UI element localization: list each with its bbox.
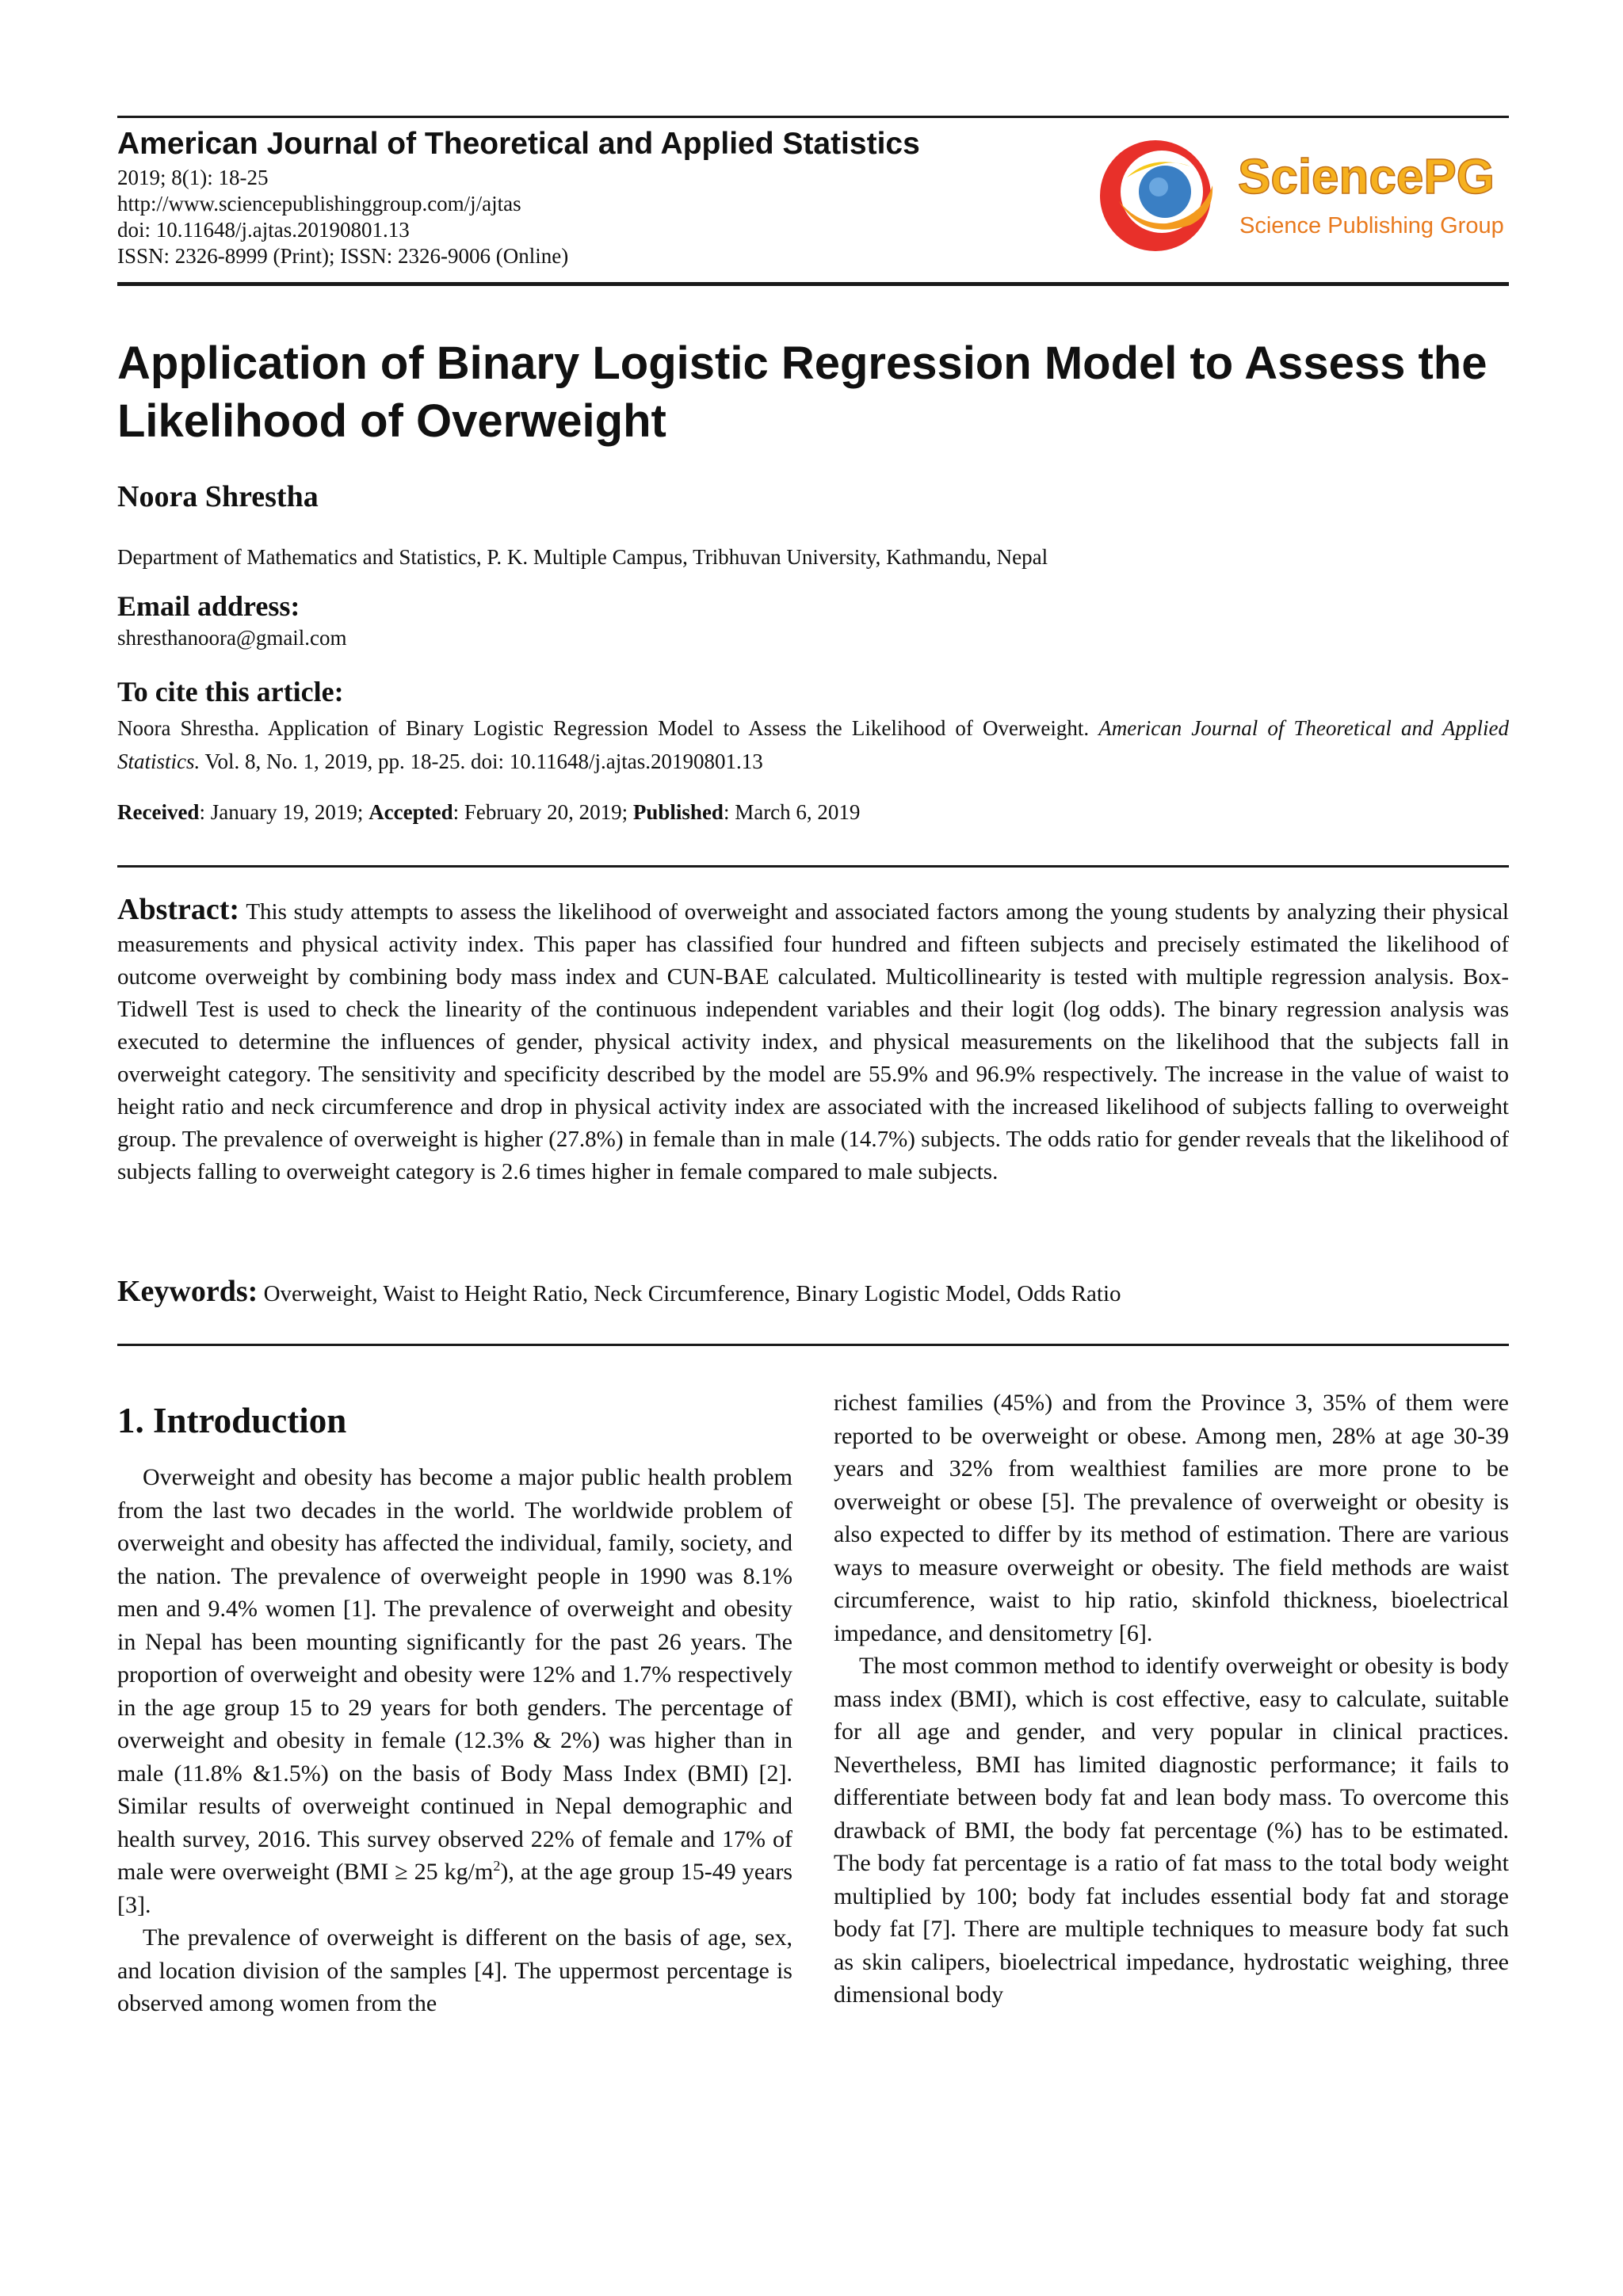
- abstract: [117, 894, 1509, 1188]
- header-bottom-rule: [117, 282, 1509, 286]
- abstract-top-rule: [117, 865, 1509, 868]
- logo-name: SciencePG: [1238, 150, 1495, 204]
- abstract-label: Abstract:: [117, 893, 240, 926]
- journal-url[interactable]: http://www.sciencepublishinggroup.com/j/ajtas: [117, 192, 521, 215]
- email-heading: Email address:: [117, 590, 300, 622]
- superscript-2: 2: [493, 1858, 501, 1874]
- accepted-label: Accepted: [369, 800, 453, 824]
- citation-plain: Noora Shrestha. Application of Binary Logistic Regression Model to Assess the Likelihood of Overweight.: [117, 716, 1090, 740]
- introduction-heading: 1. Introduction: [117, 1401, 347, 1440]
- left-column: [117, 1461, 792, 2020]
- accepted-date: : February 20, 2019;: [453, 800, 633, 824]
- top-rule: [117, 116, 1509, 118]
- logo-emblem-icon: [1095, 138, 1507, 254]
- cite-heading: To cite this article:: [117, 676, 344, 707]
- intro-paragraph-3: The most common method to identify overweight or obesity is body mass index (BMI), which is cost effective, easy to calculate, suitable for all age and gender, and very popular in clinical practices. Nevertheless, BMI has limited diagnostic performance; it fails to differentiate between body fat and lean body mass. To overcome this drawback of BMI, the body fat percentage (%) has to be estimated. The body fat percentage is a ratio of fat mass to the total body weight multiplied by 100; body fat includes essential body fat and storage body fat [7]. There are multiple techniques to measure body fat such as skin calipers, bioelectrical impedance, hydrostatic weighing, three dimensional body: [834, 1653, 1509, 2008]
- intro-paragraph-1-end: ), at the age group 15-49 years [3].: [117, 1859, 793, 1918]
- intro-paragraph-1-text: Overweight and obesity has become a major public health problem from the last two decades in the world. The worldwide problem of overweight and obesity has affected the individual, family, society, and the nation. The prevalence of overweight people in 1990 was 8.1% men and 9.4% women [1]. The prevalence of overweight and obesity in Nepal has been mounting significantly for the past 26 years. The proportion of overweight and obesity were 12% and 1.7% respectively in the age group 15 to 29 years for both genders. The percentage of overweight and obesity in female (12.3% & 2%) was higher than in male (11.8% &1.5%) on the basis of Body Mass Index (BMI) [2]. Similar results of overweight continued in Nepal demographic and health survey, 2016. This survey observed 22% of female and 17% of male were overweight (BMI ≥ 25 kg/m: [117, 1464, 792, 1885]
- received-date: : January 19, 2019;: [199, 800, 369, 824]
- keywords-label: Keywords:: [117, 1275, 258, 1308]
- keywords-text: Overweight, Waist to Height Ratio, Neck Circumference, Binary Logistic Model, Odds Ratio: [263, 1281, 1121, 1306]
- keywords-bottom-rule: [117, 1344, 1509, 1346]
- right-column: [834, 1386, 1509, 2012]
- sciencepg-logo: [1095, 138, 1507, 254]
- received-label: Received: [117, 800, 200, 824]
- author-affiliation: Department of Mathematics and Statistics, P. K. Multiple Campus, Tribhuvan University, Kathmandu, Nepal: [117, 545, 1048, 569]
- citation-text: [117, 711, 1509, 778]
- article-dates: [117, 799, 860, 826]
- keywords: [117, 1274, 1509, 1311]
- volume-issue: 2019; 8(1): 18-25: [117, 166, 269, 189]
- published-label: Published: [632, 800, 724, 824]
- abstract-text: This study attempts to assess the likelihood of overweight and associated factors among the young students by analyzing their physical measurements and physical activity index. This paper has classified four hundred and fifteen subjects and precisely estimated the likelihood of outcome overweight by combining body mass index and CUN-BAE calculated. Multicollinearity is tested with multiple regression analysis. Box-Tidwell Test is used to check the linearity of the continuous independent variables and their logit (log odds). The binary regression analysis was executed to determine the influences of gender, physical activity index, and physical measurements on the likelihood that the subjects fall in overweight category. The sensitivity and specificity described by the model are 55.9% and 96.9% respectively. The increase in the value of waist to height ratio and neck circumference and drop in physical activity index are associated with the increased likelihood of subjects falling to overweight group. The prevalence of overweight is higher (27.8%) in female than in male (14.7%) subjects. The odds ratio for gender reveals that the likelihood of subjects falling to overweight category is 2.6 times higher in female compared to male subjects.: [117, 899, 1509, 1184]
- journal-issn: ISSN: 2326-8999 (Print); ISSN: 2326-9006 (Online): [117, 244, 569, 268]
- email-address[interactable]: shresthanoora@gmail.com: [117, 626, 347, 650]
- intro-paragraph-2: The prevalence of overweight is different on the basis of age, sex, and location division of the samples [4]. The uppermost percentage is observed among women from the: [117, 1924, 792, 2016]
- published-date: : March 6, 2019: [723, 800, 861, 824]
- citation-journal: American Journal of Theoretical and Applied Statistics.: [117, 716, 1510, 773]
- logo-subtitle: Science Publishing Group: [1239, 213, 1504, 238]
- paper-title: Application of Binary Logistic Regression Model to Assess the Likelihood of Overweight: [117, 338, 1487, 447]
- author-name: Noora Shrestha: [117, 480, 319, 513]
- citation-details: Vol. 8, No. 1, 2019, pp. 18-25. doi: 10.11648/j.ajtas.20190801.13: [204, 749, 763, 773]
- journal-title: American Journal of Theoretical and Applied Statistics: [117, 127, 920, 161]
- intro-paragraph-1: [117, 1461, 792, 1921]
- intro-paragraph-2-continued: richest families (45%) and from the Province 3, 35% of them were reported to be overweight or obese. Among men, 28% at age 30-39 years and 32% from wealthiest families are more prone to be overweight or obese [5]. The prevalence of overweight or obesity is also expected to differ by its method of estimation. There are various ways to measure overweight or obesity. The field methods are waist circumference, waist to hip ratio, skinfold thickness, bioelectrical impedance, and densitometry [6].: [834, 1390, 1509, 1646]
- journal-doi: doi: 10.11648/j.ajtas.20190801.13: [117, 218, 410, 242]
